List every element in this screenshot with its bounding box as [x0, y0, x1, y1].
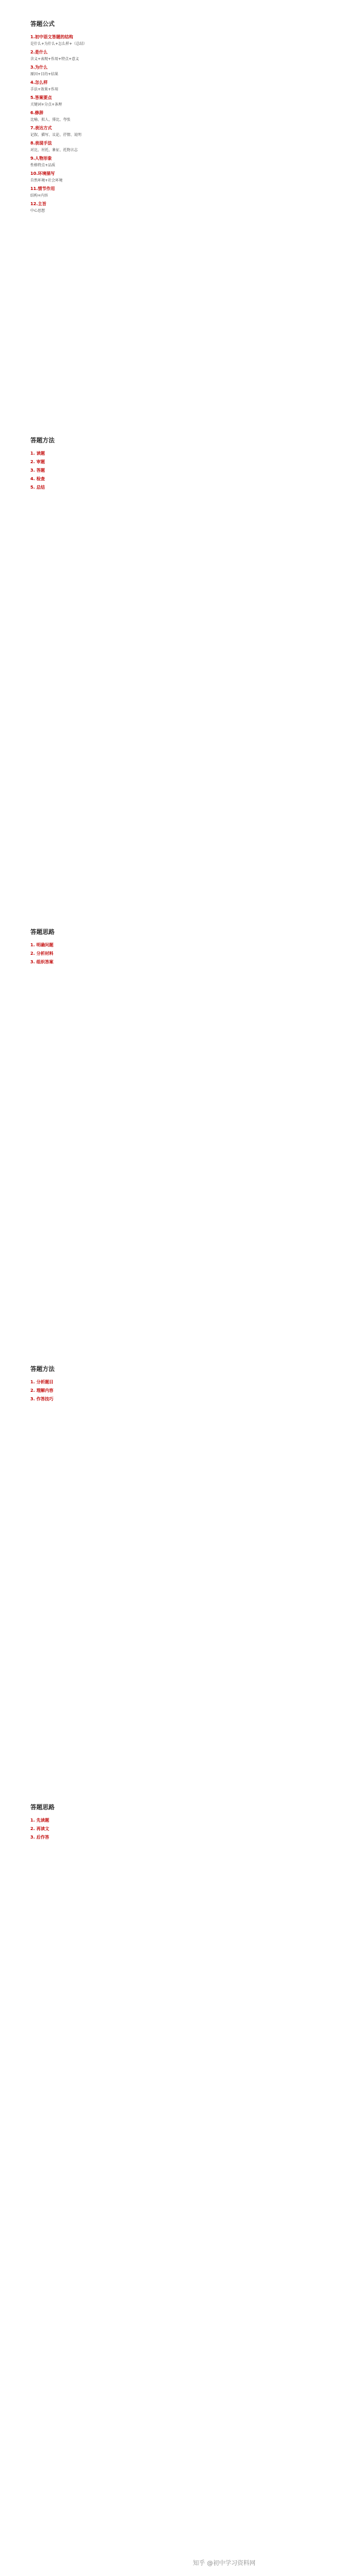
item-head: 1. 先读题	[30, 1818, 49, 1823]
item-head: 2. 再读文	[30, 1826, 49, 1831]
section-title: 答题公式	[30, 21, 55, 28]
item-body: 性格特点+品质	[30, 163, 56, 168]
section-formulas	[30, 21, 334, 214]
item-head: 11.情节作用	[30, 186, 55, 191]
item-head: 3. 答题	[30, 468, 45, 473]
section-title: 答题方法	[30, 1366, 55, 1373]
item-head: 2. 审题	[30, 459, 45, 464]
item-head: 5. 总结	[30, 485, 45, 490]
brand-watermark: 知乎 @初中学习资料网	[193, 2560, 256, 2567]
item-head: 7.表达方式	[30, 126, 52, 130]
item-body: 中心思想	[30, 209, 46, 213]
item-head: 12.主旨	[30, 202, 47, 206]
item-head: 2.是什么	[30, 50, 48, 55]
item-head: 9.人物形象	[30, 156, 52, 161]
section-title: 答题思路	[30, 929, 55, 936]
item-body: 结构+内容	[30, 194, 49, 198]
item-body: 对比、衬托、象征、托物言志	[30, 148, 78, 152]
item-head: 3. 作答技巧	[30, 1397, 53, 1402]
item-head: 3.为什么	[30, 65, 48, 70]
item-head: 1. 明确问题	[30, 943, 53, 947]
item-body: 手法+效果+作用	[30, 87, 59, 92]
item-head: 10.环境描写	[30, 171, 55, 176]
item-head: 2. 分析材料	[30, 951, 53, 956]
item-body: 记叙、描写、议论、抒情、说明	[30, 133, 82, 137]
section-title: 答题思路	[30, 1805, 55, 1811]
section-thinking-1	[30, 929, 334, 966]
item-head: 3. 后作答	[30, 1835, 49, 1840]
section-thinking-2	[30, 1804, 334, 1842]
section-methods-1	[30, 437, 334, 492]
item-body: 比喻、拟人、排比、夸张	[30, 118, 71, 122]
item-head: 3. 组织答案	[30, 960, 53, 964]
item-head: 1.初中语文答题的结构	[30, 35, 73, 39]
item-head: 1. 分析题目	[30, 1380, 53, 1385]
item-head: 4.怎么样	[30, 80, 48, 85]
item-body: 原因+目的+结果	[30, 72, 59, 76]
item-head: 5.答案要点	[30, 95, 52, 100]
item-head: 8.表现手法	[30, 141, 52, 146]
item-head: 4. 检查	[30, 476, 45, 481]
section-methods-2	[30, 1366, 334, 1403]
item-head: 1. 读题	[30, 451, 45, 456]
item-body: 自然环境+社会环境	[30, 178, 63, 183]
section-title: 答题方法	[30, 438, 55, 444]
item-head: 2. 理解内容	[30, 1388, 53, 1393]
item-body: 是什么+为什么+怎么样+（总结）	[30, 42, 87, 46]
item-head: 6.修辞	[30, 110, 44, 115]
item-body: 含义+表现+作用+特点+意义	[30, 57, 79, 61]
item-body: 关键词+分点+条理	[30, 103, 62, 107]
